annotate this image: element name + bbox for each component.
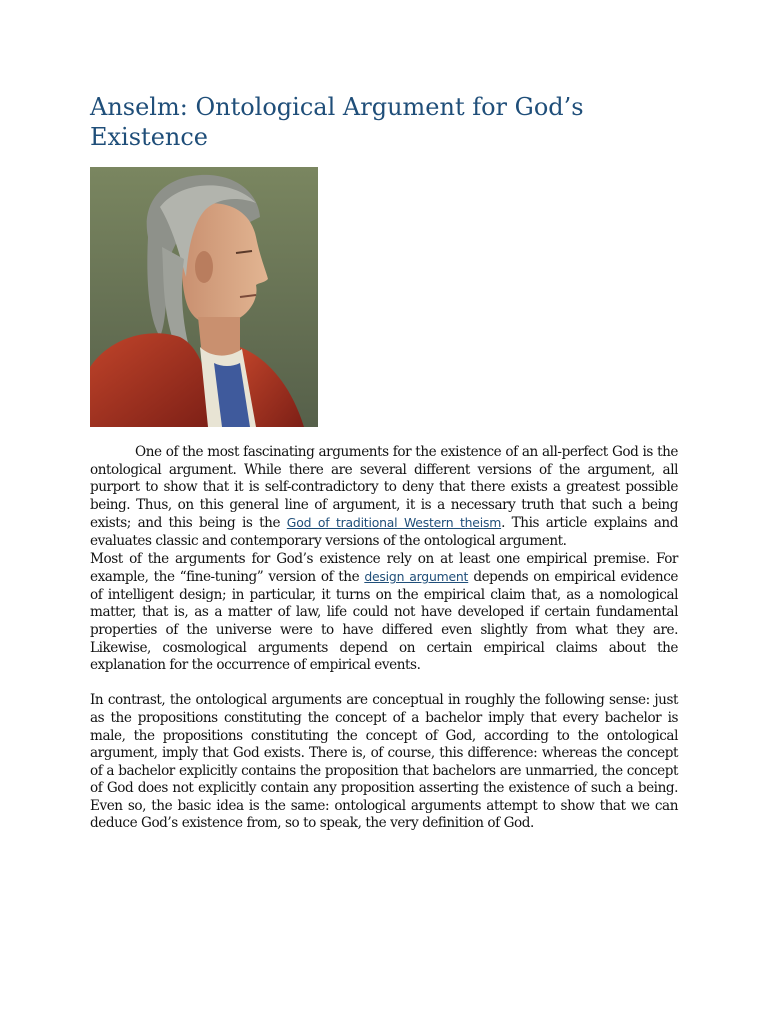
link-design-argument[interactable]: design argument (364, 569, 469, 585)
portrait-of-anselm-image (90, 167, 318, 427)
paragraph-2-text-a: Most of the arguments for God’s existence rely on at least one empirical premise. For example, the “fine-tuning” version of the (90, 550, 678, 586)
paragraph-2 (90, 551, 678, 675)
paragraph-1-text-b: . This article explains and evaluates classic and contemporary versions of the ontological argument. (90, 515, 678, 549)
document-title: Anselm: Ontological Argument for God’s Existence (90, 93, 584, 151)
paragraph-2-text-b: depends on empirical evidence of intelligent design; in particular, it turns on the empirical claim that, as a nomological matter, that is, as a matter of law, life could not have developed if certain fundamental properties of the universe were to have differed even slightly from what they are. Likewise, cosmological arguments depend on certain empirical claims about the explanation for the occurrence of empirical events. (90, 569, 678, 674)
link-god-of-western-theism[interactable]: God of traditional Western theism (286, 515, 502, 531)
document-page (90, 92, 678, 833)
paragraph-1 (90, 444, 678, 551)
paragraph-3: In contrast, the ontological arguments are conceptual in roughly the following sense: just as the propositions constituting the concept of a bachelor imply that every bachelor is male, the propositions constituting the concept of God, according to the ontological argument, imply that God exists. There is, of course, this difference: whereas the concept of a bachelor explicitly contains the proposition that bachelors are unmarried, the concept of God does not explicitly contain any proposition asserting the existence of such a being. Even so, the basic idea is the same: ontological arguments attempt to show that we can deduce God’s existence from, so to speak, the very definition of God. (90, 692, 678, 832)
paragraph-1-text-a: One of the most fascinating arguments for the existence of an all-perfect God is the ontological argument. While there are several different versions of the argument, all purport to show that it is self-contradictory to deny that there exists a greatest possible being. Thus, on this general line of argument, it is a necessary truth that such a being exists; and this being is the (90, 444, 678, 532)
article-body (90, 444, 678, 833)
